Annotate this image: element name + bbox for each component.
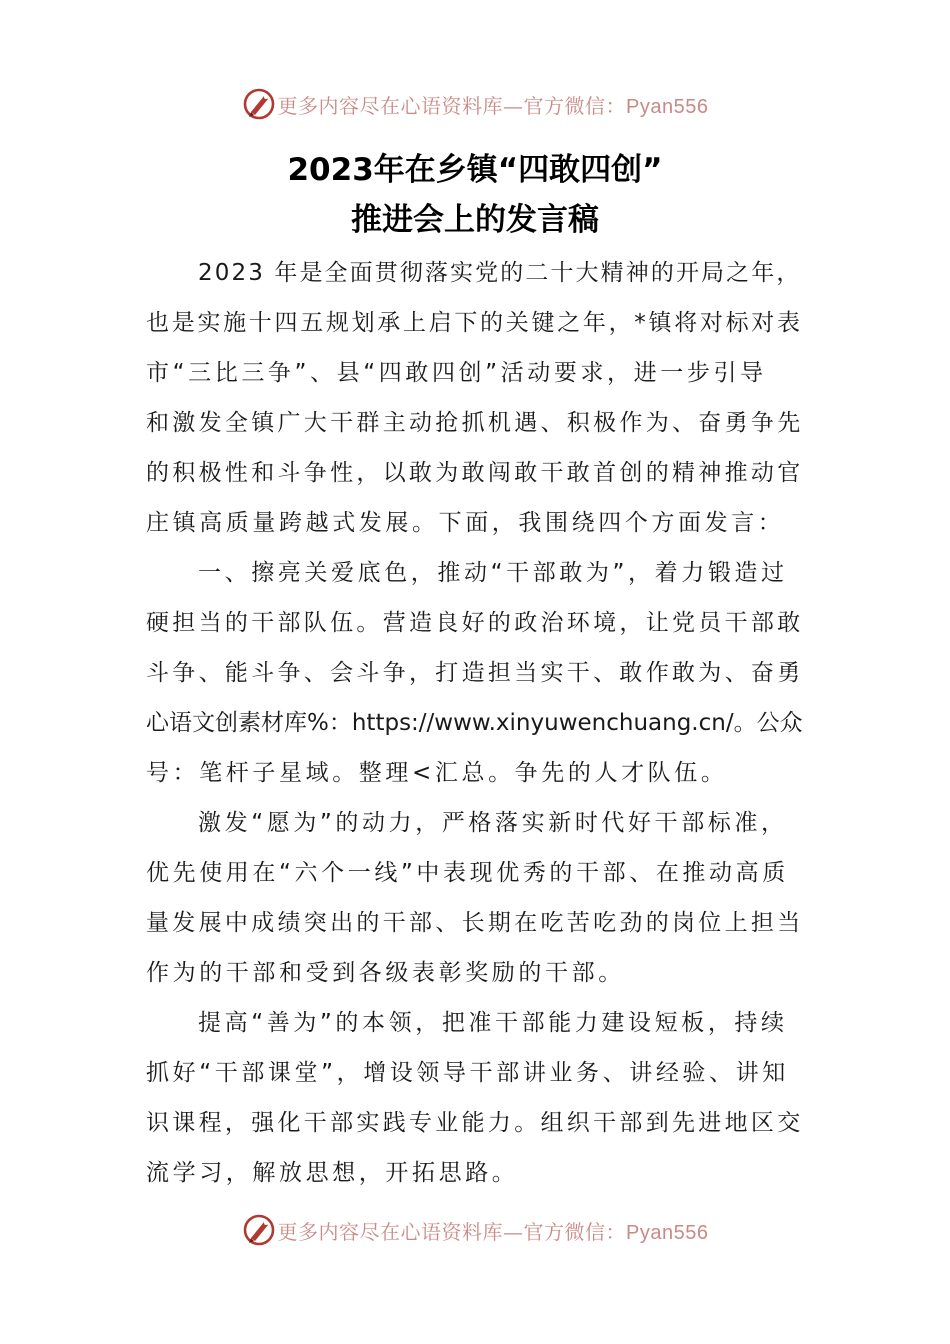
paragraph-line: 量发展中成绩突出的干部、长期在吃苦吃劲的岗位上担当 [146,910,804,936]
paragraph-line: 号：笔杆子星域。整理<汇总。争先的人才队伍。 [146,760,728,786]
paragraph-line: 激发“愿为”的动力，严格落实新时代好干部标准， [198,810,788,836]
paragraph-line: 优先使用在“六个一线”中表现优秀的干部、在推动高质 [146,860,789,886]
pen-logo-icon [242,1213,276,1247]
paragraph-line: 硬担当的干部队伍。营造良好的政治环境，让党员干部敢 [146,610,804,636]
paragraph-line: 流学习，解放思想，开拓思路。 [146,1160,519,1186]
paragraph-line: 一、擦亮关爱底色，推动“干部敢为”，着力锻造过 [198,560,788,586]
paragraph-line: 市“三比三争”、县“四敢四创”活动要求，进一步引导 [146,360,767,386]
paragraph-line: 也是实施十四五规划承上启下的关键之年，*镇将对标对表 [146,310,803,336]
document-title-line-1: 2023年在乡镇“四敢四创” [287,152,663,188]
header-watermark-banner [0,82,950,126]
paragraph-line: 抓好“干部课堂”，增设领导干部讲业务、讲经验、讲知 [146,1060,789,1086]
paragraph-line: 斗争、能斗争、会斗争，打造担当实干、敢作敢为、奋勇 [146,660,804,686]
pen-logo-icon [242,87,276,121]
document-title-line-2: 推进会上的发言稿 [351,202,599,238]
paragraph-line: 庄镇高质量跨越式发展。下面，我围绕四个方面发言： [146,510,785,536]
paragraph-line: 提高“善为”的本领，把准干部能力建设短板，持续 [198,1010,788,1036]
footer-watermark-banner [0,1208,950,1252]
paragraph-line: 作为的干部和受到各级表彰奖励的干部。 [146,960,625,986]
footer-banner-text: 更多内容尽在心语资料库—官方微信：Pyan556 [277,1219,709,1244]
document-body [146,248,806,1198]
paragraph-line: 2023 年是全面贯彻落实党的二十大精神的开局之年， [198,260,802,286]
paragraph-line: 的积极性和斗争性，以敢为敢闯敢干敢首创的精神推动官 [146,460,804,486]
paragraph-line: 识课程，强化干部实践专业能力。组织干部到先进地区交 [146,1110,804,1136]
paragraph-line-watermark-url: 心语文创素材库%：https://www.xinyuwenchuang.cn/。公众 [146,710,803,736]
header-banner-text: 更多内容尽在心语资料库—官方微信：Pyan556 [277,93,709,118]
paragraph-line: 和激发全镇广大干群主动抢抓机遇、积极作为、奋勇争先 [146,410,804,436]
